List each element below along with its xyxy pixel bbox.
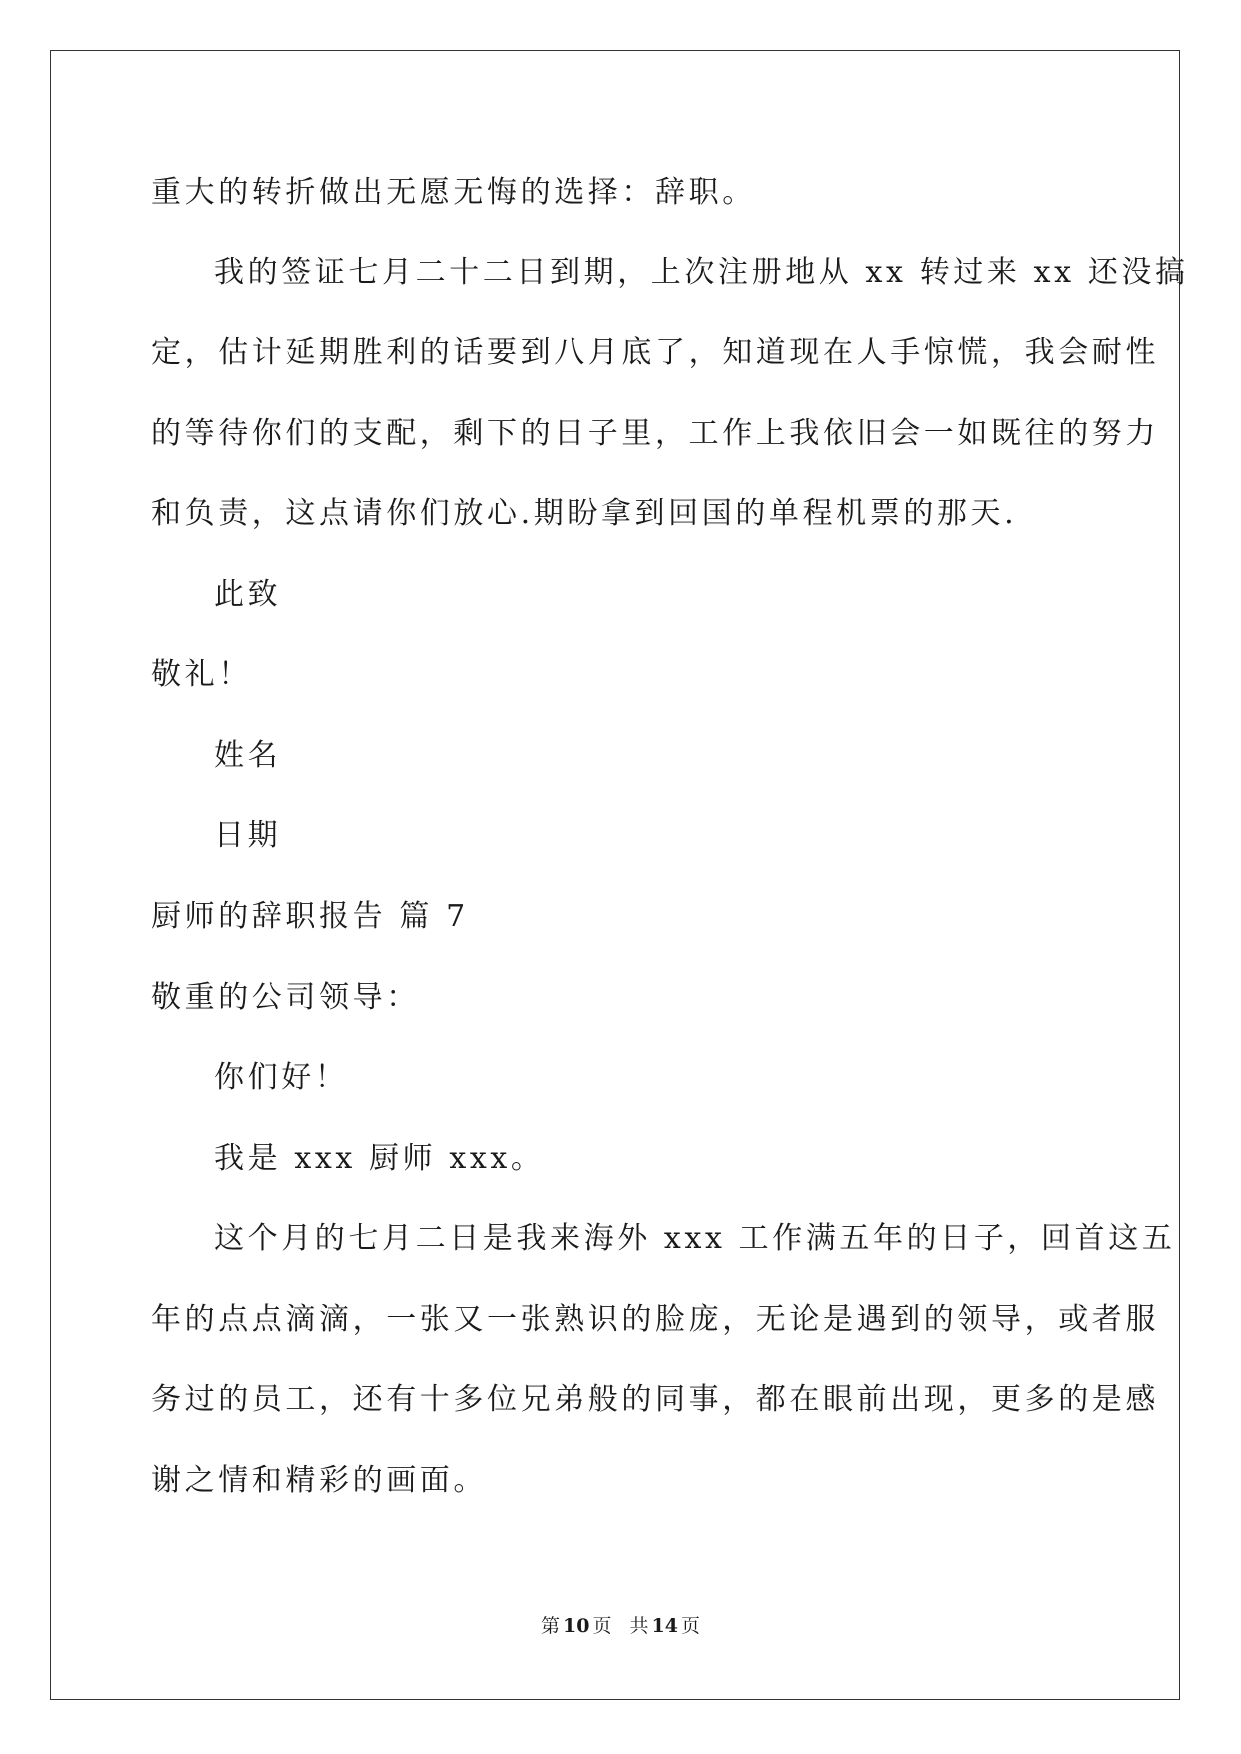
closing-regards: 敬礼！ <box>151 657 252 692</box>
page-footer <box>0 1613 1241 1639</box>
paragraph-line: 年的点点滴滴，一张又一张熟识的脸庞，无论是遇到的领导，或者服 <box>151 1302 1159 1337</box>
paragraph-line: 定，估计延期胜利的话要到八月底了，知道现在人手惊慌，我会耐性 <box>151 335 1159 370</box>
page-total: 14 <box>651 1615 678 1637</box>
section-heading: 厨师的辞职报告 篇 7 <box>151 899 469 934</box>
paragraph-line: 谢之情和精彩的画面。 <box>151 1463 487 1498</box>
signature-date: 日期 <box>214 818 282 853</box>
page-current: 10 <box>563 1615 590 1637</box>
paragraph-line: 你们好！ <box>214 1060 349 1095</box>
paragraph-line: 重大的转折做出无愿无悔的选择：辞职。 <box>151 175 756 210</box>
total-prefix: 共 <box>629 1615 649 1637</box>
closing-salutation: 此致 <box>214 577 282 612</box>
page-prefix: 第 <box>541 1615 561 1637</box>
paragraph-line: 的等待你们的支配，剩下的日子里，工作上我依旧会一如既往的努力 <box>151 416 1159 451</box>
paragraph-line: 务过的员工，还有十多位兄弟般的同事，都在眼前出现，更多的是感 <box>151 1382 1159 1417</box>
signature-name: 姓名 <box>214 738 282 773</box>
paragraph-line: 这个月的七月二日是我来海外 xxx 工作满五年的日子，回首这五 <box>214 1221 1176 1256</box>
paragraph-line: 我的签证七月二十二日到期，上次注册地从 xx 转过来 xx 还没搞 <box>214 255 1189 290</box>
letter-greeting: 敬重的公司领导： <box>151 980 420 1015</box>
total-suffix: 页 <box>680 1615 700 1637</box>
paragraph-line: 和负责，这点请你们放心.期盼拿到回国的单程机票的那天. <box>151 496 1018 531</box>
page-border <box>50 50 1180 1700</box>
page-suffix: 页 <box>592 1615 612 1637</box>
paragraph-line: 我是 xxx 厨师 xxx。 <box>214 1141 545 1176</box>
